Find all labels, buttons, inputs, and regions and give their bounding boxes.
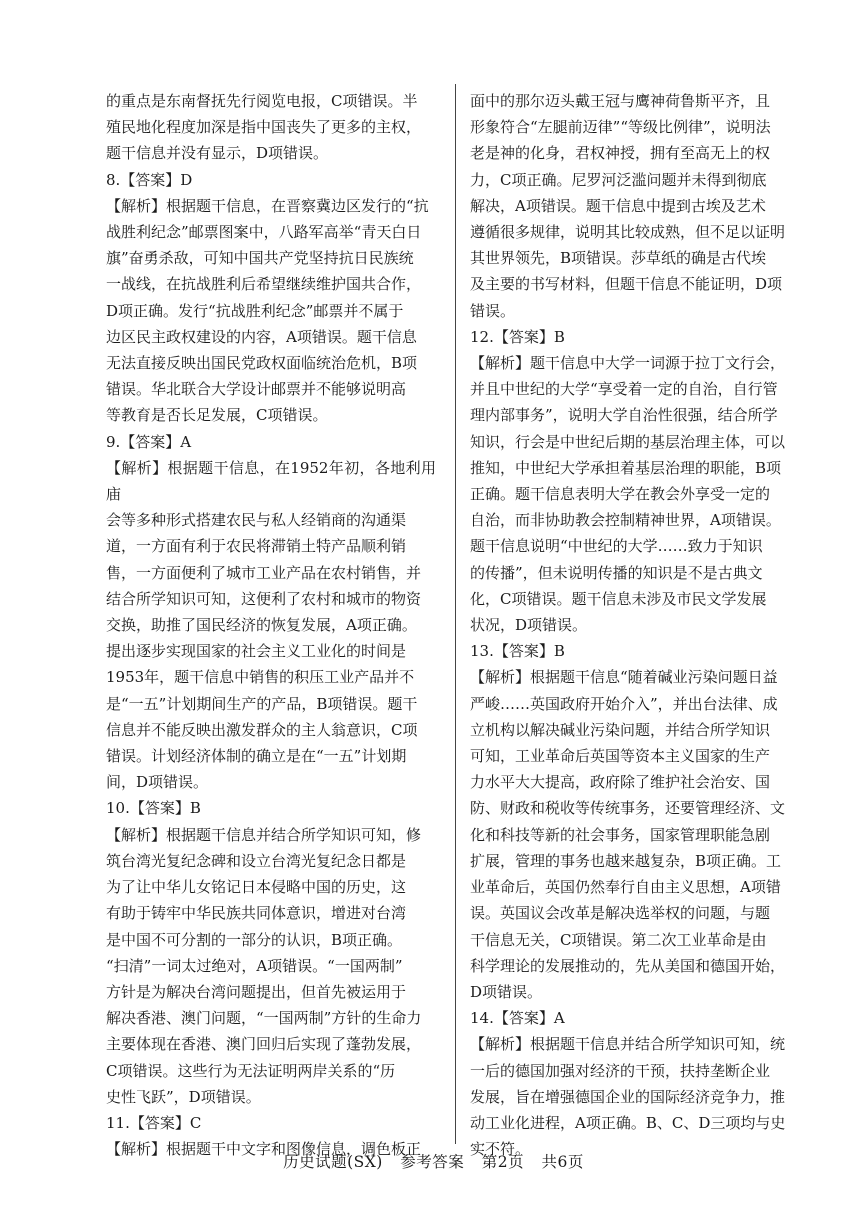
text-line: 其世界领先，B项错误。莎草纸的确是古代埃 <box>470 249 767 268</box>
text-line: 提出逐步实现国家的社会主义工业化的时间是 <box>106 642 407 661</box>
text-line: 筑台湾光复纪念碑和设立台湾光复纪念日都是 <box>106 851 407 870</box>
text-line: 信息并不能反映出激发群众的主人翁意识，C项 <box>106 720 418 739</box>
text-line: 10.【答案】B <box>106 799 201 818</box>
text-line: 14.【答案】A <box>470 1009 565 1028</box>
text-line: 力水平大大提高，政府除了维护社会治安、国 <box>470 773 771 792</box>
text-line: 【解析】题干信息中大学一词源于拉丁文行会， <box>470 354 786 373</box>
text-line: 间，D项错误。 <box>106 773 209 792</box>
text-line: 推知，中世纪大学承担着基层治理的职能，B项 <box>470 458 782 477</box>
text-line: 无法直接反映出国民党政权面临统治危机，B项 <box>106 354 418 373</box>
text-line: 边区民主政权建设的内容，A项错误。题干信息 <box>106 327 417 346</box>
text-line: 【解析】根据题干信息，在1952年初，各地利用庙 <box>106 458 436 504</box>
text-line: 解决香港、澳门问题，“一国两制”方针的生命力 <box>106 1009 422 1028</box>
text-line: 解决，A项错误。题干信息中提到古埃及艺术 <box>470 196 766 215</box>
text-line: 遵循很多规律，说明其比较成熟，但不足以证明 <box>470 223 786 242</box>
text-line: 是中国不可分割的一部分的认识，B项正确。 <box>106 930 403 949</box>
footer-subject: 历史试题(SX) <box>283 1153 383 1171</box>
text-line: 面中的那尔迈头戴王冠与鹰神荷鲁斯平齐，且 <box>470 92 771 110</box>
text-line: 老是神的化身，君权神授，拥有至高无上的权 <box>470 144 771 163</box>
text-line: 道，一方面有利于农民将滞销土特产品顺利销 <box>106 537 407 556</box>
text-line: 发展，旨在增强德国企业的国际经济竞争力，推 <box>470 1087 786 1106</box>
text-line: 有助于铸牢中华民族共同体意识，增进对台湾 <box>106 904 407 923</box>
text-line: 交换，助推了国民经济的恢复发展，A项正确。 <box>106 616 417 635</box>
text-line: 题干信息并没有显示，D项错误。 <box>106 144 329 163</box>
text-line: 方针是为解决台湾问题提出，但首先被运用于 <box>106 982 407 1001</box>
text-line: 9.【答案】A <box>106 432 192 451</box>
text-line: 及主要的书写材料，但题干信息不能证明，D项 <box>470 275 783 294</box>
text-line: 一战线，在抗战胜利后希望继续维护国共合作， <box>106 275 422 294</box>
text-line: 战胜利纪念”邮票图案中，八路军高举“青天白日 <box>106 223 422 242</box>
text-line: 业革命后，英国仍然奉行自由主义思想，A项错 <box>470 878 781 897</box>
text-line: 动工业化进程，A项正确。B、C、D三项均与史 <box>470 1113 786 1132</box>
text-line: D项错误。 <box>470 982 543 1001</box>
text-line: 立机构以解决碱业污染问题，并结合所学知识 <box>470 720 771 739</box>
text-line: 13.【答案】B <box>470 642 565 661</box>
text-line: 【解析】根据题干信息并结合所学知识可知，统 <box>470 1035 786 1054</box>
text-line: 题干信息说明“中世纪的大学……致力于知识 <box>470 537 763 556</box>
column-divider <box>455 84 456 1144</box>
text-line: 并且中世纪的大学“享受着一定的自治，自行管 <box>470 380 778 399</box>
text-line: 结合所学知识可知，这便利了农村和城市的物资 <box>106 589 422 608</box>
text-line: 干信息无关，C项错误。第二次工业革命是由 <box>470 930 767 949</box>
text-line: 科学理论的发展推动的，先从美国和德国开始， <box>470 956 786 975</box>
text-line: 的传播”，但未说明传播的知识是不是古典文 <box>470 563 763 582</box>
text-line: 11.【答案】C <box>106 1113 202 1132</box>
footer-label: 参考答案 <box>400 1153 465 1171</box>
text-line: 形象符合“左腿前迈律”“等级比例律”，说明法 <box>470 118 771 137</box>
text-line: 主要体现在香港、澳门回归后实现了蓬勃发展， <box>106 1035 422 1054</box>
text-line: 史性飞跃”，D项错误。 <box>106 1087 261 1106</box>
page-footer <box>0 1150 867 1172</box>
text-line: 12.【答案】B <box>470 327 565 346</box>
text-line: 错误。 <box>470 301 516 320</box>
text-line: “扫清”一词太过绝对，A项错误。“一国两制” <box>106 956 403 975</box>
text-line: 理内部事务”，说明大学自治性很强，结合所学 <box>470 406 778 425</box>
text-line: 【解析】根据题干信息并结合所学知识可知，修 <box>106 825 422 844</box>
text-line: 严峻……英国政府开始介入”，并出台法律、成 <box>470 694 778 713</box>
text-line: 力，C项正确。尼罗河泛滥问题并未得到彻底 <box>470 170 767 189</box>
text-line: 正确。题干信息表明大学在教会外享受一定的 <box>470 485 771 504</box>
footer-page: 第2页 <box>481 1153 525 1171</box>
text-line: 实不符。 <box>470 1140 531 1159</box>
text-line: 误。英国议会改革是解决选举权的问题，与题 <box>470 904 771 923</box>
text-line: D项正确。发行“抗战胜利纪念”邮票并不属于 <box>106 301 404 320</box>
text-line: 可知，工业革命后英国等资本主义国家的生产 <box>470 747 771 766</box>
text-line: 自治，而非协助教会控制精神世界，A项错误。 <box>470 511 781 530</box>
text-line: 化，C项错误。题干信息未涉及市民文学发展 <box>470 589 767 608</box>
text-line: 知识，行会是中世纪后期的基层治理主体，可以 <box>470 432 786 451</box>
text-line: 等教育是否长足发展，C项错误。 <box>106 406 328 425</box>
text-line: 扩展，管理的事务也越来越复杂，B项正确。工 <box>470 851 782 870</box>
text-line: 为了让中华儿女铭记日本侵略中国的历史，这 <box>106 878 407 897</box>
text-line: 【解析】根据题干信息，在晋察冀边区发行的“抗 <box>106 196 429 215</box>
text-line: 化和科技等新的社会事务，国家管理职能急剧 <box>470 825 771 844</box>
text-line: 错误。华北联合大学设计邮票并不能够说明高 <box>106 380 407 399</box>
text-line: 防、财政和税收等传统事务，还要管理经济、文 <box>470 799 786 818</box>
text-line: 【解析】根据题干信息“随着碱业污染问题日益 <box>470 668 778 687</box>
text-line: 一后的德国加强对经济的干预，扶持垄断企业 <box>470 1061 771 1080</box>
footer-total: 共6页 <box>541 1153 584 1171</box>
text-line: 旗”奋勇杀敌，可知中国共产党坚持抗日民族统 <box>106 249 414 268</box>
text-line: 状况，D项错误。 <box>470 616 588 635</box>
left-column <box>106 88 436 1162</box>
text-line: 错误。计划经济体制的确立是在“一五”计划期 <box>106 747 407 766</box>
text-line: 的重点是东南督抚先行阅览电报，C项错误。半 <box>106 92 418 110</box>
text-line: 殖民地化程度加深是指中国丧失了更多的主权， <box>106 118 422 137</box>
text-line: 会等多种形式搭建农民与私人经销商的沟通渠 <box>106 511 407 530</box>
text-line: 售，一方面便利了城市工业产品在农村销售，并 <box>106 563 422 582</box>
right-column <box>470 88 800 1162</box>
text-line: 是“一五”计划期间生产的产品，B项错误。题干 <box>106 694 418 713</box>
text-line: 1953年，题干信息中销售的积压工业产品并不 <box>106 668 415 687</box>
text-line: C项错误。这些行为无法证明两岸关系的“历 <box>106 1061 396 1080</box>
text-line: 【解析】根据题干中文字和图像信息，调色板正 <box>106 1140 422 1159</box>
text-line: 8.【答案】D <box>106 170 193 189</box>
